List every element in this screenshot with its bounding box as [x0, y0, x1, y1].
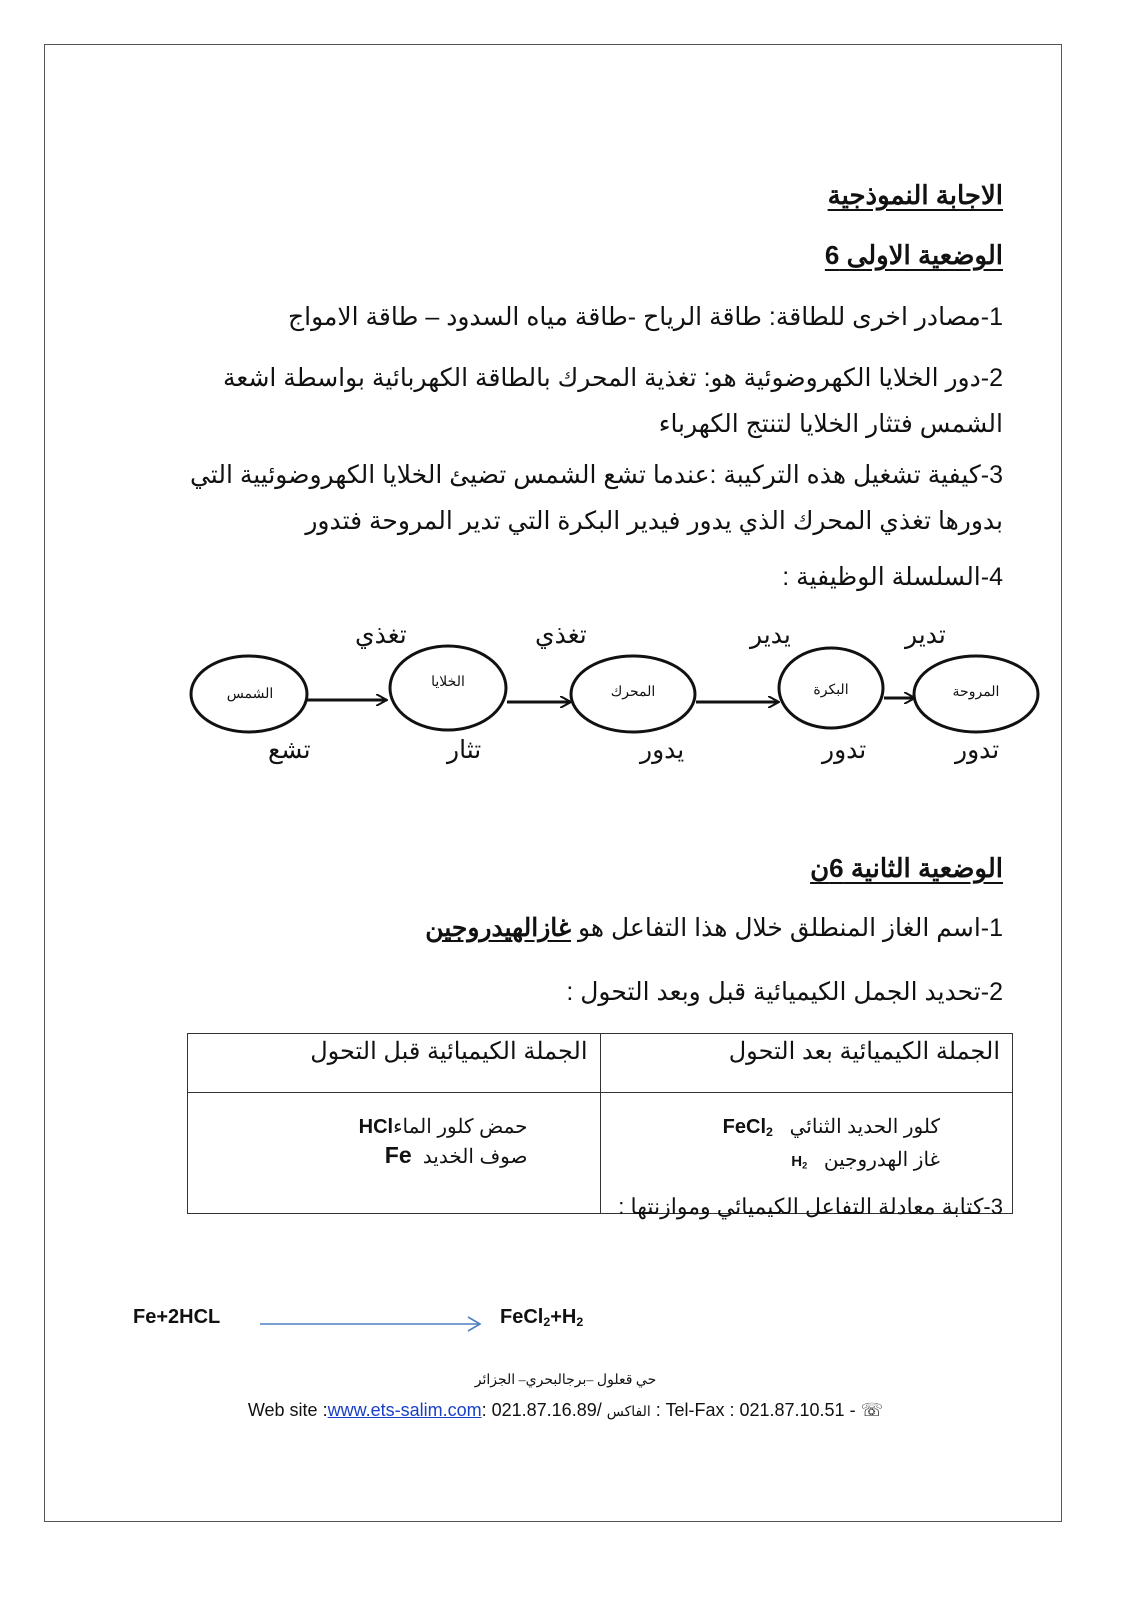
product-b: +H	[550, 1306, 577, 1328]
equation-reactants: Fe+2HCL	[133, 1306, 221, 1328]
chemical-systems-table	[187, 1033, 1013, 1214]
table-header-row	[188, 1034, 1013, 1093]
after-item-1	[613, 1113, 941, 1146]
top-label-2: تغذي	[535, 622, 587, 649]
node-label-sun: الشمس	[226, 685, 274, 701]
situation2-q1	[425, 913, 1003, 943]
phone-icon: ☏	[860, 1400, 884, 1420]
after-1-formula	[723, 1116, 773, 1138]
bottom-label-3: يدور	[640, 737, 685, 764]
bottom-label-5: تدور	[955, 737, 1000, 764]
equation-products	[500, 1306, 583, 1329]
situation1-q3: 3-كيفية تشغيل هذه التركيبة :عندما تشع الشمس تضيئ الخلايا الكهروضوئيية التي بدورها تغذي المحرك الذي يدور فيدير البكرة التي تدير المروحة فتدور	[189, 461, 1003, 535]
top-label-1: تغذي	[355, 622, 407, 649]
node-label-motor: المحرك	[610, 683, 656, 699]
contact-tel: : Tel-Fax : 021.87.10.51 -	[655, 1400, 856, 1420]
cell-before	[188, 1093, 601, 1214]
before-2-name: صوف الخديد	[422, 1146, 528, 1168]
situation2-heading: الوضعية الثانية 6ن	[810, 853, 1003, 883]
situation1-q4: 4-السلسلة الوظيفية :	[782, 563, 1003, 591]
after-1-formula-base: FeCl	[722, 1116, 766, 1138]
header-before: الجملة الكيميائية قبل التحول	[188, 1034, 601, 1093]
product-b-sub: 2	[576, 1315, 584, 1330]
node-label-cells: الخلايا	[431, 673, 465, 689]
before-1-formula: HCl	[358, 1116, 394, 1138]
top-label-4: تدير	[905, 622, 946, 649]
after-2-name: غاز الهدروجين	[823, 1149, 940, 1172]
before-item-2	[200, 1141, 528, 1171]
situation2-q3: 3-كتابة معادلة التفاعل الكيميائي وموازنتها :	[618, 1194, 1003, 1219]
fax-number: : 021.87.16.89/	[481, 1400, 602, 1420]
node-label-pulley: البكرة	[813, 681, 849, 697]
product-a: FeCl	[500, 1306, 544, 1328]
situation1-q1: 1-مصادر اخرى للطاقة: طاقة الرياح -طاقة مياه السدود – طاقة الامواج	[287, 303, 1003, 331]
product-a-sub: 2	[543, 1315, 551, 1330]
website-link[interactable]: www.ets-salim.com	[327, 1400, 482, 1420]
after-2-formula-base: H	[791, 1153, 803, 1171]
before-1-name: حمض كلور الماء	[393, 1116, 528, 1138]
bottom-label-1: تشع	[268, 737, 311, 764]
situation1-q2: 2-دور الخلايا الكهروضوئية هو: تغذية المحرك بالطاقة الكهربائية بواسطة اشعة الشمس فتثار الخلايا لتنتج الكهرباء	[223, 364, 1003, 438]
before-2-formula: Fe	[384, 1142, 412, 1168]
after-1-formula-sub: 2	[766, 1125, 773, 1140]
bottom-label-4: تدور	[822, 737, 867, 764]
situation2-q2: 2-تحديد الجمل الكيميائية قبل وبعد التحول :	[566, 978, 1003, 1006]
fax-label: الفاكس	[606, 1403, 651, 1419]
situation2-q1-text: 1-اسم الغاز المنطلق خلال هذا التفاعل هو	[571, 914, 1003, 942]
web-label: Web site :	[247, 1400, 328, 1420]
footer-contact	[0, 1400, 1131, 1421]
after-1-name: كلور الحديد الثنائي	[789, 1116, 940, 1138]
equation-arrow	[258, 1312, 484, 1336]
situation2-q1-answer: غازالهيدروجين	[425, 914, 571, 942]
page-title: الاجابة النموذجية	[827, 180, 1003, 210]
node-label-fan: المروحة	[952, 683, 1000, 699]
situation1-heading: الوضعية الاولى 6	[824, 240, 1003, 270]
after-2-formula-sub: 2	[802, 1160, 808, 1171]
after-item-2	[613, 1146, 941, 1179]
header-after: الجملة الكيميائية بعد التحول	[600, 1034, 1013, 1093]
footer-address: حي قعلول –برجالبحري– الجزائر	[474, 1373, 657, 1388]
after-2-formula	[791, 1153, 807, 1170]
before-item-1	[200, 1113, 528, 1141]
top-label-3: يدير	[750, 622, 791, 649]
bottom-label-2: تثار	[447, 737, 482, 764]
